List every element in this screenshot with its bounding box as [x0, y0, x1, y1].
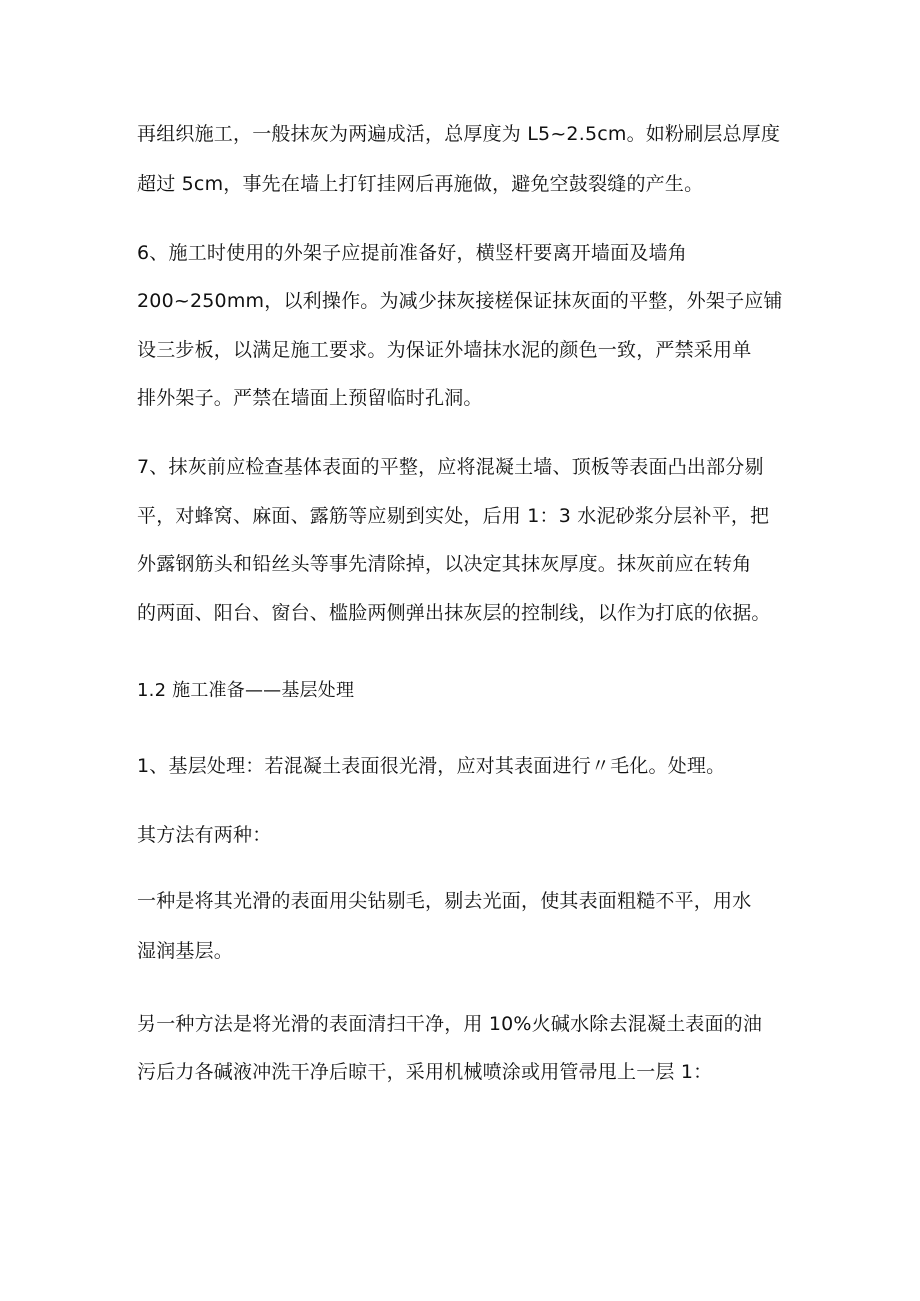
text-line: 另一种方法是将光滑的表面清扫干净，用 10%火碱水除去混凝土表面的油: [137, 1013, 763, 1035]
text-line: 6、施工时使用的外架子应提前准备好，横竖杆要离开墙面及墙角: [137, 242, 687, 264]
text-line: 湿润基层。: [137, 940, 234, 962]
text-line: 设三步板，以满足施工要求。为保证外墙抹水泥的颜色一致，严禁采用单: [137, 339, 752, 361]
text-line: 的两面、阳台、窗台、槛脸两侧弹出抹灰层的控制线，以作为打底的依据。: [137, 602, 771, 624]
text-line: 平，对蜂窝、麻面、露筋等应剔到实处，后用 1：3 水泥砂浆分层补平，把: [137, 505, 770, 527]
text-line: 排外架子。严禁在墙面上预留临时孔洞。: [137, 387, 483, 409]
text-line: 超过 5cm，事先在墙上打钉挂网后再施做，避免空鼓裂缝的产生。: [137, 173, 704, 195]
text-line: 7、抹灰前应检查基体表面的平整，应将混凝土墙、顶板等表面凸出部分剔: [137, 456, 764, 478]
text-line: 污后力各碱液冲洗干净后晾干，采用机械喷涂或用管帚甩上一层 1：: [137, 1061, 713, 1083]
text-line: 200~250mm，以利操作。为减少抹灰接槎保证抹灰面的平整，外架子应铺: [137, 290, 783, 312]
section-heading: 1.2 施工准备——基层处理: [137, 680, 355, 701]
text-line: 外露钢筋头和铅丝头等事先清除掉，以决定其抹灰厚度。抹灰前应在转角: [137, 553, 752, 575]
text-line: 再组织施工，一般抹灰为两遍成活，总厚度为 L5~2.5cm。如粉刷层总厚度: [137, 123, 781, 145]
text-line: 其方法有两种：: [137, 824, 272, 846]
text-line: 1、基层处理：若混凝土表面很光滑，应对其表面进行〃毛化。处理。: [137, 755, 726, 777]
text-line: 一种是将其光滑的表面用尖钻剔毛，剔去光面，使其表面粗糙不平，用水: [137, 890, 752, 912]
